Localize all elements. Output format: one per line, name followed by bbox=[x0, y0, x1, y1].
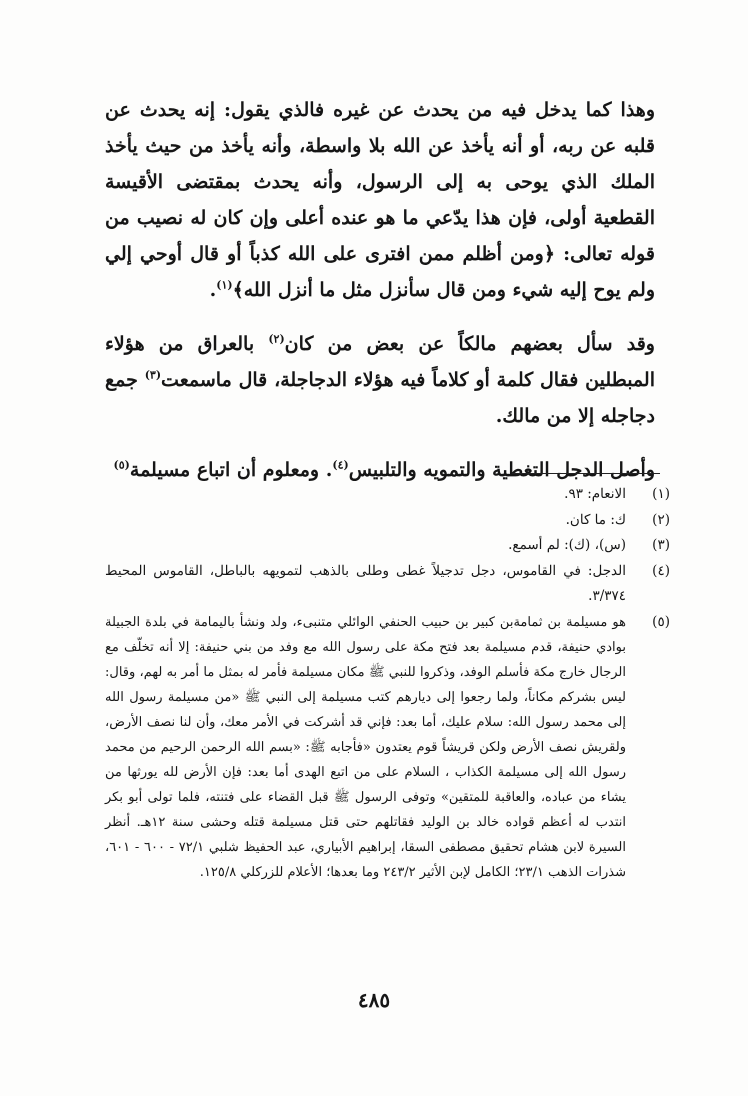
footnote-number: (٢) bbox=[652, 511, 670, 528]
footnote-5 bbox=[105, 610, 670, 885]
footnote-number: (٤) bbox=[652, 562, 670, 579]
footnote-3 bbox=[105, 533, 670, 559]
footnote-text: الانعام: ٩٣. bbox=[564, 486, 626, 502]
footnote-text: الدجل: في القاموس، دجل تدجيلاً غطى وطلى بالذهب لتمويهه بالباطل، القاموس المحيط ٣/٣٧٤. bbox=[105, 562, 626, 604]
footnote-ref-2: (٢) bbox=[268, 332, 285, 346]
paragraph-2 bbox=[105, 326, 655, 434]
footnote-ref-4: (٤) bbox=[332, 458, 349, 472]
footnote-ref-1: (١) bbox=[216, 278, 233, 292]
footnote-text: ك: ما كان. bbox=[565, 511, 626, 528]
footnote-text: هو مسيلمة بن ثمامةبن كبير بن حبيب الحنفي الوائلي متنبىء، ولد ونشأ باليمامة في بلدة الجبيلة بوادي حنيفة، قدم مسيلمة بعد فتح مكة على رسول الله مع وفد من بني حنيفة: إلا أنه تخلّف مع الرجال خارج مكة فأسلم الوفد، وذكروا للنبي ﷺ مكان مسيلمة فأمر له بمثل ما أمر به لهم، وقال: ليس بشركم مكاناً، ولما رجعوا إلى ديارهم كتب مسيلمة إلى النبي ﷺ «من مسيلمة رسول الله إلى محمد رسول الله: سلام عليك، أما بعد: فإني قد أشركت في الأمر معك، وأن لنا نصف الأرض، ولقريش نصف الأرض ولكن قريشاً قوم يعتدون «فأجابه ﷺ: «بسم الله الرحمن الرحيم من محمد رسول الله إلى مسيلمة الكذاب ، السلام على من اتبع الهدى أما بعد: فإن الأرض لله يورثها من يشاء من عباده، والعاقبة للمتقين» وتوفى الرسول ﷺ قبل القضاء على فتنته، فلما تولى أبو بكر انتدب له أعظم قواده خالد بن الوليد فقاتلهم حتى قتل مسيلمة قتله وحشى سنة ١٢هـ. أنظر السيرة لابن هشام تحقيق مصطفى السقا، إبراهيم الأبياري، عبد الحفيظ شلبي ٧٢/١ - ٦٠٠ - ٦٠١، شذرات الذهب ٢٣/١؛ الكامل لإبن الأثير ٢٤٣/٢ وما بعدها؛ الأعلام للزركلي ١٢٥/٨. bbox=[105, 614, 626, 880]
footnote-divider bbox=[512, 473, 660, 474]
footnote-text: (س)، (ك): لم أسمع. bbox=[508, 537, 626, 553]
paragraph-3-part1: وأصل الدجل التغطية والتمويه والتلبيس bbox=[348, 459, 655, 481]
paragraph-3-part2: . ومعلوم أن اتباع مسيلمة bbox=[129, 459, 333, 481]
footnotes bbox=[105, 482, 670, 885]
page-number: ٤٨٥ bbox=[357, 988, 391, 1012]
footnote-number: (٥) bbox=[652, 613, 670, 630]
footnote-number: (١) bbox=[652, 486, 670, 502]
footnote-2 bbox=[105, 508, 670, 534]
paragraph-2-part1: وقد سأل بعضهم مالكاً عن بعض من كان bbox=[284, 333, 655, 355]
footnote-ref-5: (٥) bbox=[113, 458, 130, 472]
paragraph-1 bbox=[105, 92, 655, 308]
paragraph-2-part3: جمع دجاجله إلا من مالك. bbox=[105, 369, 655, 427]
paragraph-1-text: وهذا كما يدخل فيه من يحدث عن غيره فالذي يقول: إنه يحدث عن قلبه عن ربه، أو أنه يأخذ عن الله بلا واسطة، وأنه يأخذ من حيث يأخذ الملك الذي يوحى به إلى الرسول، وأنه يحدث بمقتضى الأقيسة القطعية أولى، فإن هذا يدّعي ما هو عنده أعلى وإن كان له نصيب من قوله تعالى: ﴿ومن أظلم ممن افترى على الله كذباً أو قال أوحي إلي ولم يوح إليه شيء ومن قال سأنزل مثل ما أنزل الله﴾ bbox=[105, 99, 655, 301]
footnote-ref-3: (٣) bbox=[144, 368, 162, 382]
footnote-1 bbox=[105, 482, 670, 508]
main-text bbox=[105, 92, 655, 496]
footnote-4 bbox=[105, 559, 670, 610]
paragraph-1-tail: . bbox=[209, 279, 217, 301]
footnote-number: (٣) bbox=[652, 537, 670, 553]
paragraph-2-part2: بالعراق من هؤلاء المبطلين فقال كلمة أو كلاماً فيه هؤلاء الدجاجلة، قال ماسمعت bbox=[105, 333, 655, 391]
